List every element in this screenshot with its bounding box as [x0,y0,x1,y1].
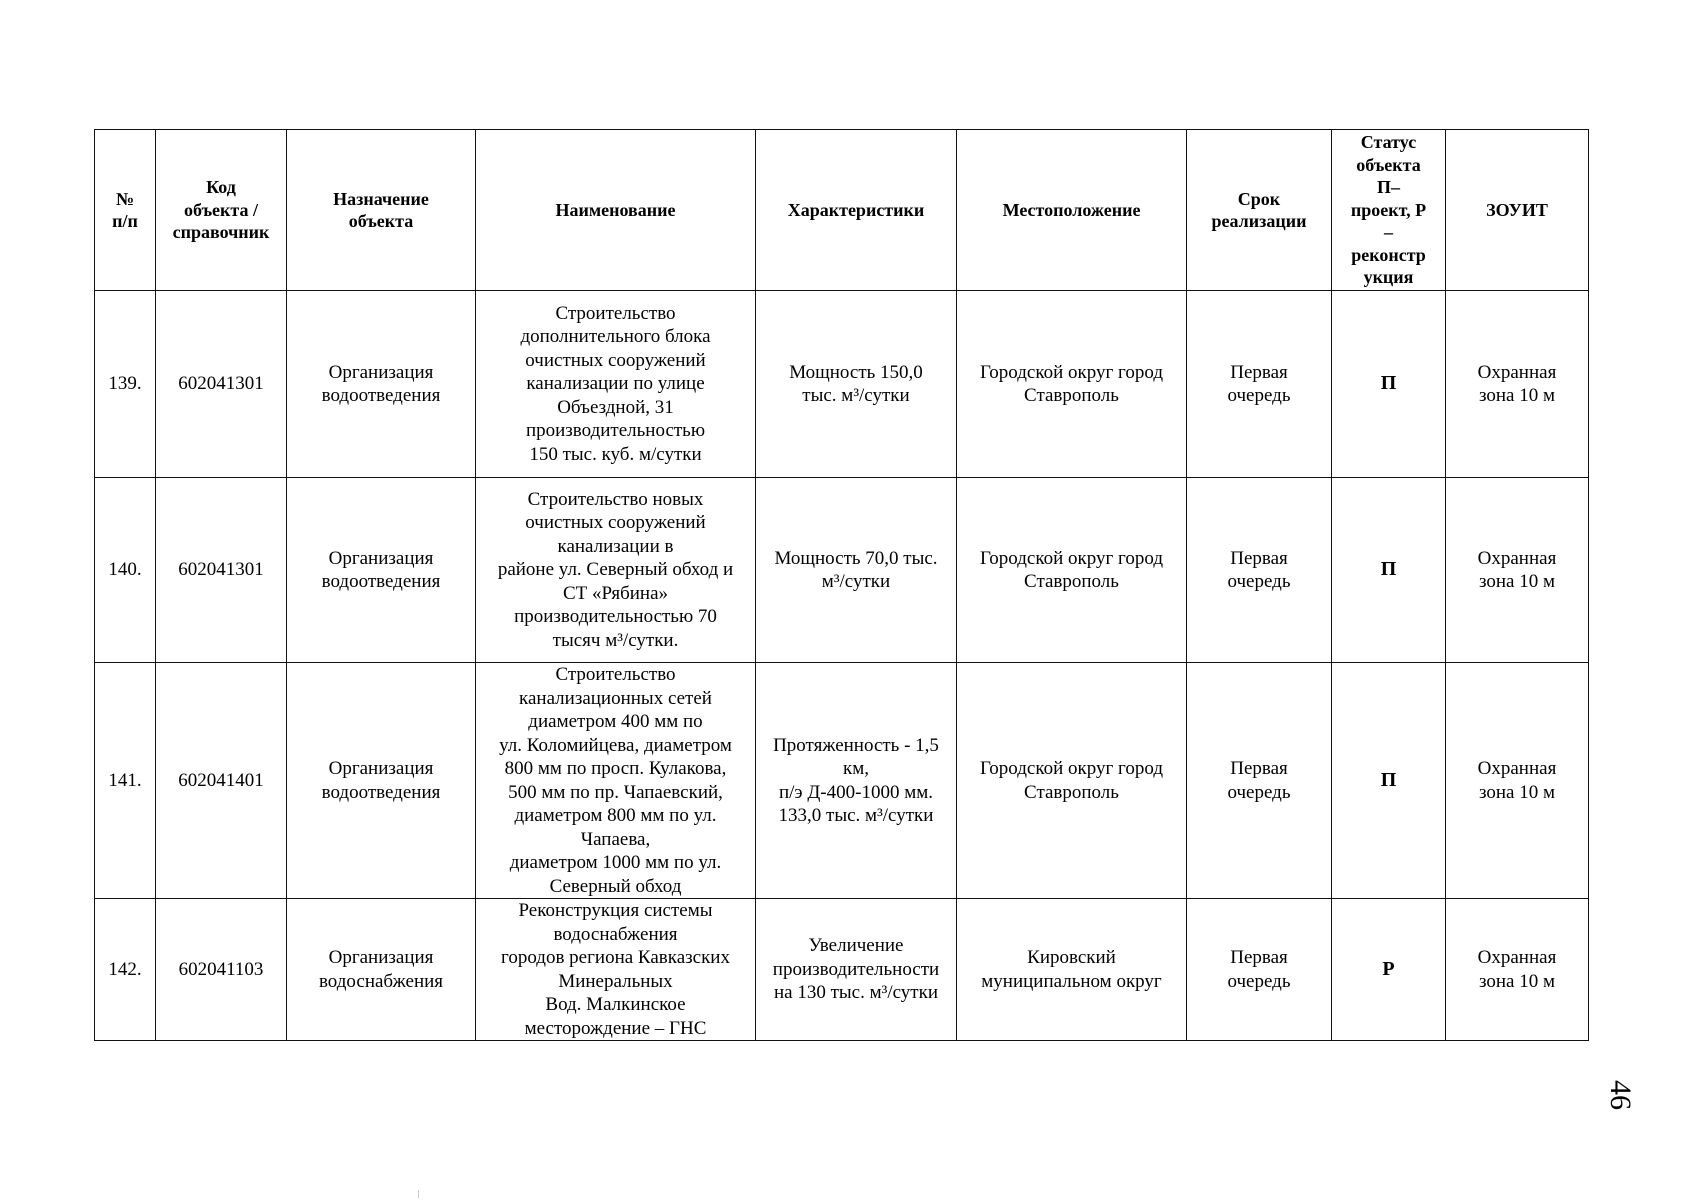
cell-term: Первая очередь [1187,663,1332,899]
cell-zone: Охранная зона 10 м [1446,663,1589,899]
table-row [95,899,1589,1041]
cell-status: Р [1332,899,1446,1041]
header-code: Код объекта / справочник [156,130,287,291]
cell-term: Первая очередь [1187,291,1332,478]
scan-artifact [418,1190,419,1198]
cell-zone: Охранная зона 10 м [1446,291,1589,478]
table-row [95,291,1589,478]
header-purpose: Назначение объекта [287,130,476,291]
cell-num: 141. [95,663,156,899]
cell-num: 142. [95,899,156,1041]
cell-num: 140. [95,478,156,663]
table-header-row [95,130,1589,291]
cell-status: П [1332,291,1446,478]
cell-purpose: Организация водоотведения [287,663,476,899]
cell-code: 602041103 [156,899,287,1041]
cell-name: Реконструкция системы водоснабжения городов региона Кавказских Минеральных Вод. Малкинское месторождение – ГНС [476,899,756,1041]
header-location: Местоположение [957,130,1187,291]
cell-zone: Охранная зона 10 м [1446,478,1589,663]
table-row [95,478,1589,663]
header-characteristics: Характеристики [756,130,957,291]
table-row [95,663,1589,899]
header-name: Наименование [476,130,756,291]
cell-code: 602041301 [156,291,287,478]
cell-term: Первая очередь [1187,899,1332,1041]
cell-characteristics: Мощность 70,0 тыс. м³/сутки [756,478,957,663]
cell-code: 602041401 [156,663,287,899]
page-number: 46 [1604,1080,1637,1110]
cell-term: Первая очередь [1187,478,1332,663]
cell-purpose: Организация водоснабжения [287,899,476,1041]
cell-zone: Охранная зона 10 м [1446,899,1589,1041]
cell-purpose: Организация водоотведения [287,478,476,663]
header-zone: ЗОУИТ [1446,130,1589,291]
objects-table [94,129,1589,1041]
cell-location: Городской округ город Ставрополь [957,291,1187,478]
cell-status: П [1332,478,1446,663]
cell-num: 139. [95,291,156,478]
header-status: Статус объекта П– проект, Р – реконстр укция [1332,130,1446,291]
cell-name: Строительство дополнительного блока очистных сооружений канализации по улице Объездной, 31 производительностью 150 тыс. куб. м/сутки [476,291,756,478]
cell-location: Городской округ город Ставрополь [957,663,1187,899]
cell-status: П [1332,663,1446,899]
cell-characteristics: Увеличение производительности на 130 тыс. м³/сутки [756,899,957,1041]
cell-characteristics: Мощность 150,0 тыс. м³/сутки [756,291,957,478]
header-num: № п/п [95,130,156,291]
cell-location: Кировский муниципальном округ [957,899,1187,1041]
cell-code: 602041301 [156,478,287,663]
cell-name: Строительство новых очистных сооружений канализации в районе ул. Северный обход и СТ «Рябина» производительностью 70 тысяч м³/сутки. [476,478,756,663]
cell-purpose: Организация водоотведения [287,291,476,478]
header-term: Срок реализации [1187,130,1332,291]
cell-location: Городской округ город Ставрополь [957,478,1187,663]
cell-characteristics: Протяженность - 1,5 км, п/э Д-400-1000 мм. 133,0 тыс. м³/сутки [756,663,957,899]
cell-name: Строительство канализационных сетей диаметром 400 мм по ул. Коломийцева, диаметром 800 мм по просп. Кулакова, 500 мм по пр. Чапаевский, диаметром 800 мм по ул. Чапаева, диаметром 1000 мм по ул. Северный обход [476,663,756,899]
